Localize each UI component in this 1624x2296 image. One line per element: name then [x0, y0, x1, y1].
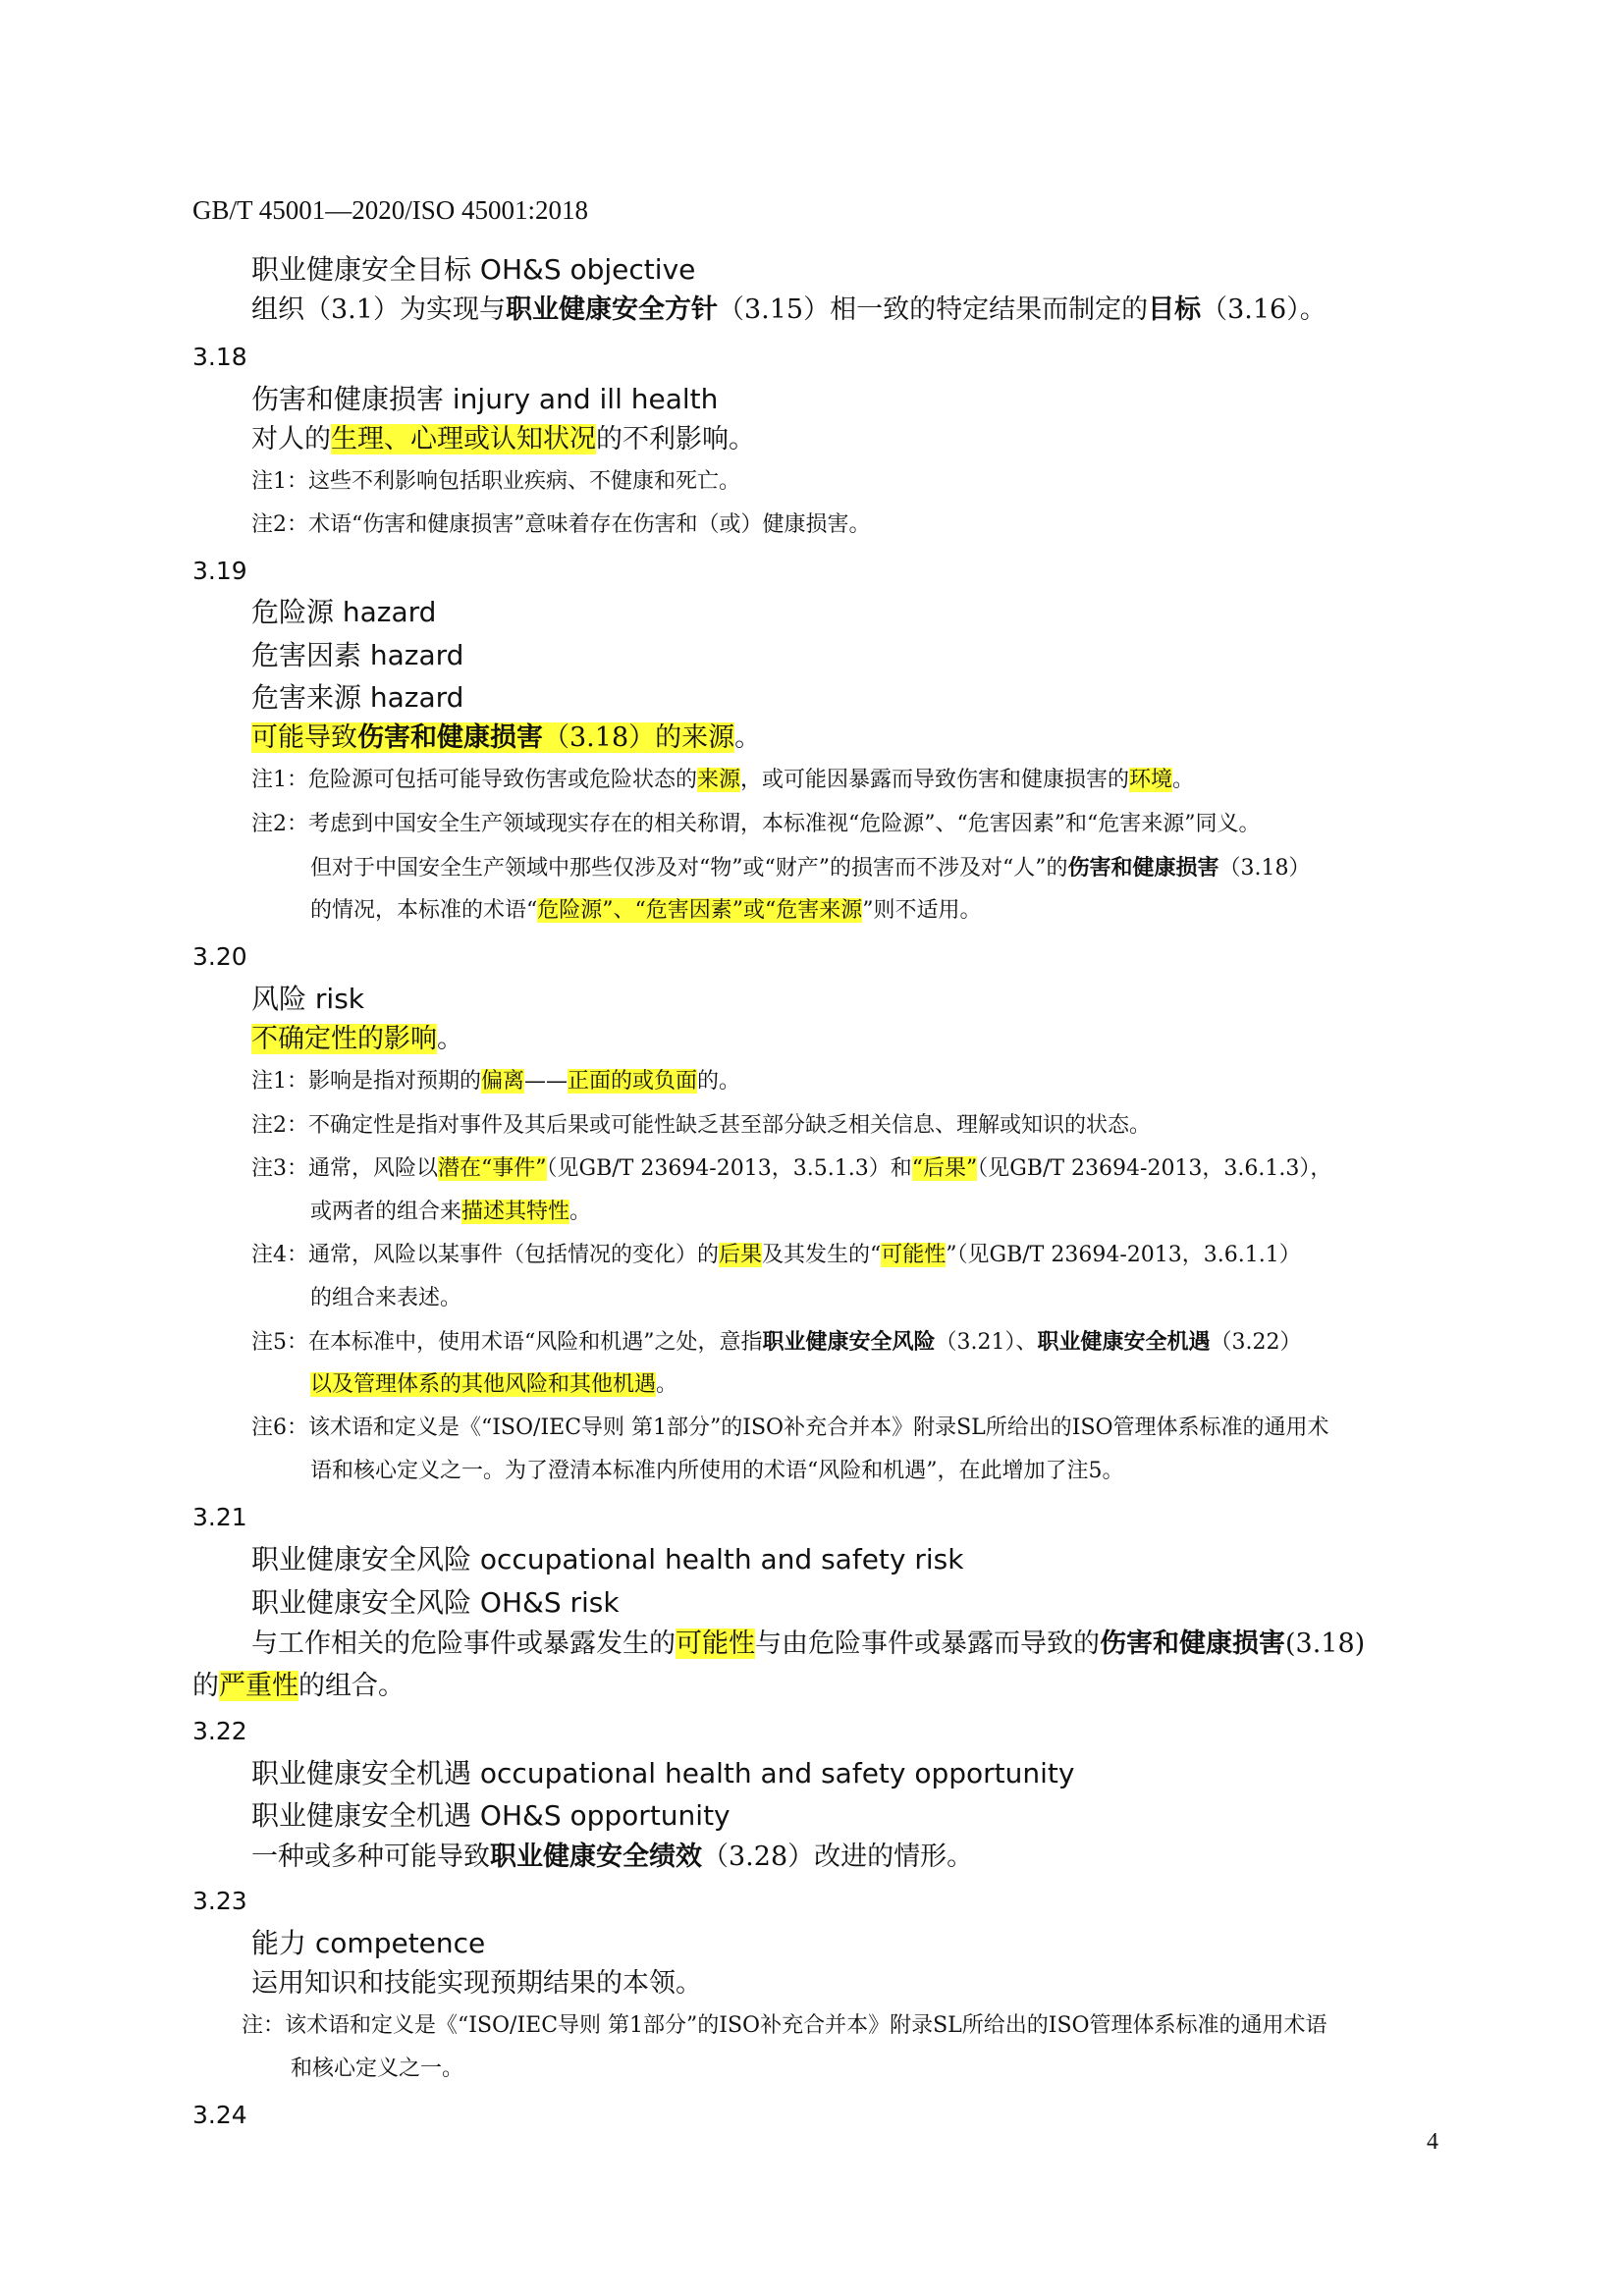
- text-run: 3.24: [192, 2101, 247, 2129]
- highlighted-text: 不确定性的影响: [251, 1024, 437, 1054]
- text-run: 或两者的组合来: [310, 1200, 462, 1224]
- highlighted-text: （3.18）的来源: [543, 722, 735, 753]
- page-number: 4: [1427, 2129, 1438, 2155]
- text-run: 与工作相关的危险事件或暴露发生的: [251, 1629, 676, 1659]
- text-run: 职业健康安全机遇 occupational health and safety opportunity: [251, 1757, 1075, 1789]
- note-line: [251, 1329, 1302, 1356]
- text-run: 。: [734, 722, 762, 753]
- term-line: [251, 596, 436, 629]
- term-line: [251, 681, 463, 715]
- note-line: [251, 1243, 1301, 1268]
- term-line: [251, 1799, 731, 1833]
- text-run: ——: [524, 1069, 568, 1094]
- highlighted-text: 正面的或负面: [568, 1069, 698, 1094]
- term-reference: 目标: [1148, 294, 1202, 325]
- text-run: 伤害和健康损害 injury and ill health: [251, 383, 719, 415]
- text-run: 一种或多种可能导致: [251, 1842, 490, 1872]
- clause-number: [192, 942, 247, 972]
- text-run: 注2：术语“伤害和健康损害”意味着存在伤害和（或）健康损害。: [251, 512, 871, 537]
- text-run: 。: [1172, 768, 1195, 792]
- note-line: [251, 1156, 1331, 1182]
- text-run: 3.19: [192, 557, 247, 585]
- text-run: （3.22）: [1210, 1330, 1302, 1355]
- clause-number: [192, 1887, 247, 1916]
- text-run: 和核心定义之一。: [291, 2056, 464, 2081]
- text-run: （3.21）、: [935, 1330, 1038, 1355]
- term-line: [251, 1586, 620, 1620]
- text-run: 危险源 hazard: [251, 596, 437, 628]
- text-run: 及其发生的“: [762, 1243, 882, 1267]
- note-line: [251, 469, 740, 495]
- text-run: 注2：考虑到中国安全生产领域现实存在的相关称谓，本标准视“危险源”、“危害因素”和“危害来源”同义。: [251, 812, 1261, 836]
- text-run: 。: [437, 1024, 463, 1054]
- standard-header: GB/T 45001—2020/ISO 45001:2018: [192, 195, 589, 225]
- text-run: 对人的: [251, 424, 331, 454]
- highlighted-text: 来源: [697, 768, 741, 792]
- highlighted-text: “后果”: [911, 1156, 978, 1181]
- note-line: [310, 1286, 461, 1311]
- text-run: 3.21: [192, 1503, 247, 1531]
- text-run: 的组合来表述。: [310, 1286, 462, 1310]
- highlighted-text: 危险源”、“危害因素”或“危害来源: [537, 898, 863, 923]
- text-run: 。: [569, 1200, 592, 1224]
- text-run: 与由危险事件或暴露而导致的: [755, 1629, 1100, 1659]
- note-line: [310, 1372, 677, 1398]
- highlighted-text: 生理、心理或认知状况: [331, 424, 596, 454]
- clause-number: [192, 1503, 247, 1532]
- highlighted-text: 可能性: [881, 1243, 947, 1267]
- term-reference: 伤害和健康损害: [1067, 855, 1219, 881]
- definition-line: [251, 294, 1326, 326]
- definition-line: [251, 1629, 1365, 1660]
- note-line: [310, 898, 982, 924]
- text-run: 注1：危险源可包括可能导致伤害或危险状态的: [251, 768, 697, 792]
- text-run: 的组合。: [298, 1671, 405, 1701]
- text-run: 3.20: [192, 942, 247, 971]
- clause-number: [192, 2101, 247, 2130]
- text-run: 注2：不确定性是指对事件及其后果或可能性缺乏甚至部分缺乏相关信息、理解或知识的状态。: [251, 1113, 1152, 1138]
- term-line: [251, 383, 718, 416]
- text-run: （3.28）改进的情形。: [702, 1842, 974, 1872]
- highlighted-text: 可能性: [676, 1629, 755, 1659]
- text-run: (3.18): [1285, 1629, 1366, 1659]
- text-run: （3.18）: [1218, 856, 1311, 881]
- highlighted-text: 严重性: [219, 1671, 298, 1701]
- term-reference: 职业健康安全绩效: [490, 1842, 702, 1872]
- text-run: 语和核心定义之一。为了澄清本标准内所使用的术语“风险和机遇”，在此增加了注5。: [310, 1459, 1124, 1483]
- note-line: [251, 768, 1194, 793]
- text-run: 风险 risk: [251, 983, 364, 1015]
- term-line: [251, 1757, 1074, 1790]
- text-run: 职业健康安全风险 occupational health and safety risk: [251, 1543, 964, 1575]
- text-run: 危害因素 hazard: [251, 639, 464, 671]
- text-run: 的情况，本标准的术语“: [310, 898, 538, 923]
- highlighted-text: 描述其特性: [461, 1200, 570, 1224]
- term-reference: 职业健康安全机遇: [1037, 1329, 1211, 1355]
- note-line: [251, 1415, 1329, 1441]
- note-line: [251, 512, 871, 538]
- note-line: [251, 1113, 1151, 1139]
- text-run: 。: [656, 1372, 678, 1397]
- definition-line: [192, 1671, 405, 1702]
- text-run: 注1：这些不利影响包括职业疾病、不健康和死亡。: [251, 469, 740, 494]
- highlighted-text: 潜在“事件”: [438, 1156, 547, 1181]
- definition-line: [251, 722, 761, 754]
- text-run: 注1：影响是指对预期的: [251, 1069, 481, 1094]
- clause-number: [192, 557, 247, 586]
- term-line: [251, 1543, 963, 1576]
- note-line: [310, 1459, 1124, 1484]
- term-line: [251, 1927, 485, 1960]
- definition-line: [251, 1024, 463, 1055]
- text-run: 组织（3.1）为实现与: [251, 294, 506, 325]
- note-line: [251, 1069, 740, 1095]
- text-run: （见GB/T 23694-2013，3.5.1.3）和: [546, 1156, 912, 1181]
- text-run: 能力 competence: [251, 1927, 486, 1959]
- term-reference: 职业健康安全风险: [762, 1329, 936, 1355]
- text-run: 注5：在本标准中，使用术语“风险和机遇”之处，意指: [251, 1330, 763, 1355]
- term-line: [251, 639, 463, 672]
- highlighted-text: 以及管理体系的其他风险和其他机遇: [310, 1372, 657, 1397]
- term-line: [251, 253, 695, 287]
- note-line: [251, 812, 1260, 837]
- note-line: [242, 2013, 1327, 2039]
- text-run: 的不利影响。: [596, 424, 755, 454]
- text-run: ”（见GB/T 23694-2013，3.6.1.1）: [946, 1243, 1301, 1267]
- term-line: [251, 983, 364, 1016]
- highlighted-text: 偏离: [481, 1069, 525, 1094]
- clause-number: [192, 1717, 247, 1746]
- clause-number: [192, 343, 247, 372]
- note-line: [310, 855, 1311, 881]
- text-run: 职业健康安全目标 OH&S objective: [251, 253, 696, 286]
- definition-line: [251, 424, 755, 455]
- definition-line: [251, 1842, 973, 1873]
- text-run: （3.16）。: [1201, 294, 1326, 325]
- text-run: 职业健康安全风险 OH&S risk: [251, 1586, 620, 1619]
- text-run: 注：该术语和定义是《“ISO/IEC导则 第1部分”的ISO补充合并本》附录SL所给出的ISO管理体系标准的通用术语: [242, 2013, 1327, 2038]
- text-run: 但对于中国安全生产领域中那些仅涉及对“物”或“财产”的损害而不涉及对“人”的: [310, 856, 1068, 881]
- text-run: 注4：通常，风险以某事件（包括情况的变化）的: [251, 1243, 719, 1267]
- term-reference: 伤害和健康损害: [1100, 1629, 1285, 1659]
- text-run: 运用知识和技能实现预期结果的本领。: [251, 1968, 702, 1999]
- text-run: 的: [192, 1671, 219, 1701]
- text-run: 3.23: [192, 1887, 247, 1915]
- definition-line: [251, 1968, 702, 2000]
- note-line: [310, 1200, 591, 1225]
- highlighted-text: 伤害和健康损害: [357, 722, 543, 753]
- highlighted-text: 可能导致: [251, 722, 357, 753]
- highlighted-text: 环境: [1129, 768, 1173, 792]
- text-run: 危害来源 hazard: [251, 681, 464, 714]
- text-run: 3.22: [192, 1717, 247, 1745]
- text-run: 职业健康安全机遇 OH&S opportunity: [251, 1799, 731, 1832]
- text-run: 的。: [697, 1069, 741, 1094]
- text-run: （见GB/T 23694-2013，3.6.1.3），: [977, 1156, 1332, 1181]
- note-line: [291, 2056, 463, 2082]
- text-run: 注3：通常，风险以: [251, 1156, 438, 1181]
- text-run: （3.15）相一致的特定结果而制定的: [717, 294, 1149, 325]
- text-run: 3.18: [192, 343, 247, 371]
- text-run: ，或可能因暴露而导致伤害和健康损害的: [740, 768, 1130, 792]
- text-run: ”则不适用。: [862, 898, 982, 923]
- highlighted-text: 后果: [719, 1243, 763, 1267]
- term-reference: 职业健康安全方针: [505, 294, 718, 325]
- text-run: 注6：该术语和定义是《“ISO/IEC导则 第1部分”的ISO补充合并本》附录SL所给出的ISO管理体系标准的通用术: [251, 1415, 1329, 1440]
